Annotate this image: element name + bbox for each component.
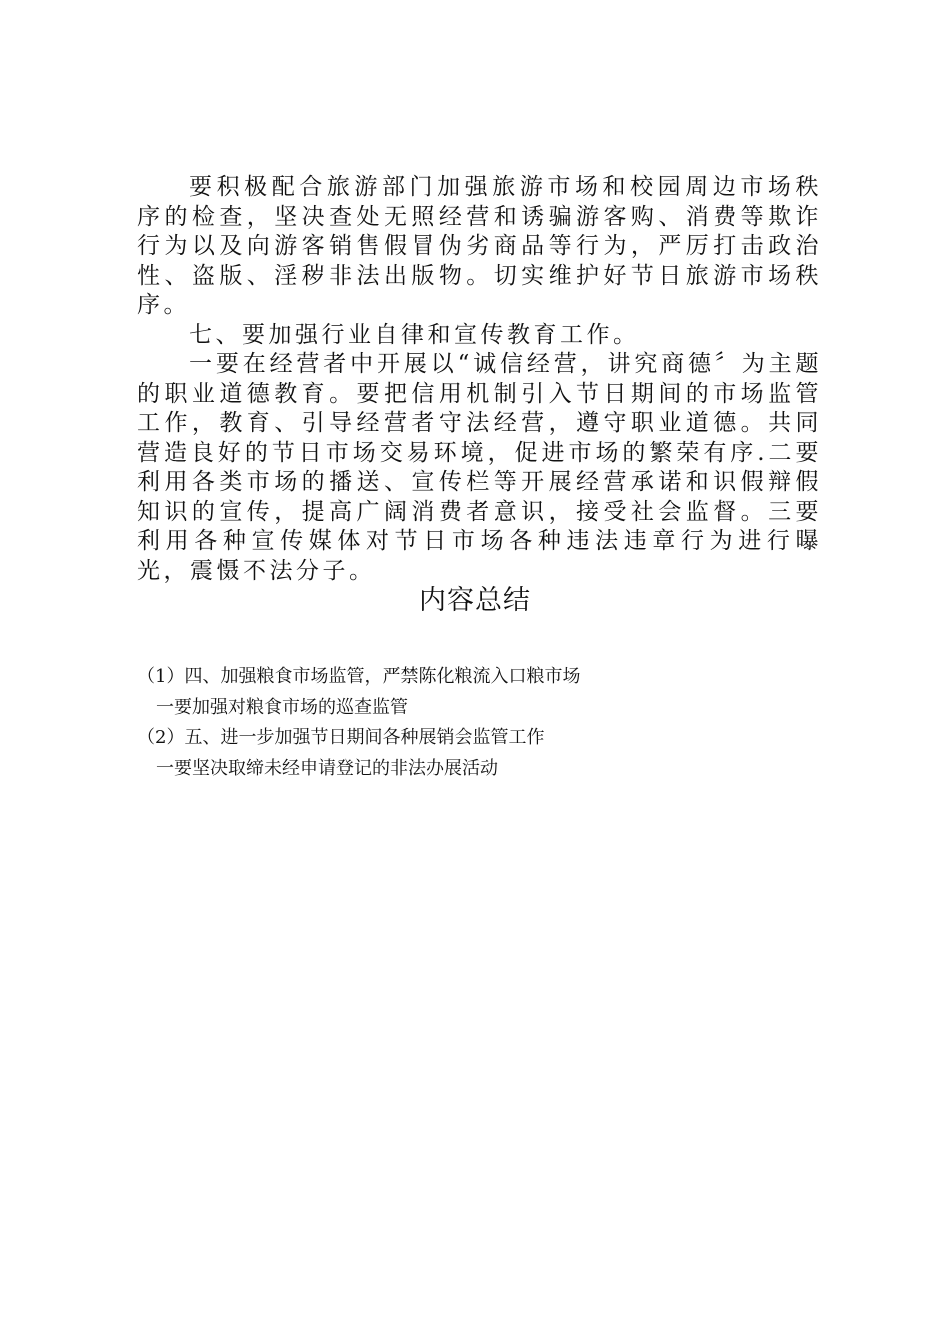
paragraph: 一要在经营者中开展以“诚信经营，讲究商德〞为主题的职业道德教育。要把信用机制引入节日期间的市场监管工作，教育、引导经营者守法经营，遵守职业道德。共同营造良好的节日市场交易环境，促进市场的繁荣有序.二要利用各类市场的播送、宣传栏等开展经营承诺和识假辩假知识的宣传，提高广阔消费者意识，接受社会监督。三要利用各种宣传媒体对节日市场各种违法违章行为进行曝光，震慑不法分子。 bbox=[137, 351, 822, 584]
summary-subitem: 一要坚决取缔未经申请登记的非法办展活动 bbox=[156, 757, 498, 779]
summary-title: 内容总结 bbox=[419, 585, 531, 616]
summary-list bbox=[137, 662, 837, 784]
summary-subitem: 一要加强对粮食市场的巡查监管 bbox=[156, 696, 408, 718]
summary-item: （2）五、进一步加强节日期间各种展销会监管工作 bbox=[137, 727, 545, 748]
summary-item: （1）四、加强粮食市场监管，严禁陈化粮流入口粮市场 bbox=[137, 666, 581, 687]
section-heading: 七、要加强行业自律和宣传教育工作。 bbox=[189, 321, 640, 348]
body-text bbox=[137, 173, 822, 586]
paragraph: 要积极配合旅游部门加强旅游市场和校园周边市场秩序的检查，坚决查处无照经营和诱骗游客购、消费等欺诈行为以及向游客销售假冒伪劣商品等行为，严厉打击政治性、盗版、淫秽非法出版物。切实维护好节日旅游市场秩序。 bbox=[137, 174, 822, 318]
